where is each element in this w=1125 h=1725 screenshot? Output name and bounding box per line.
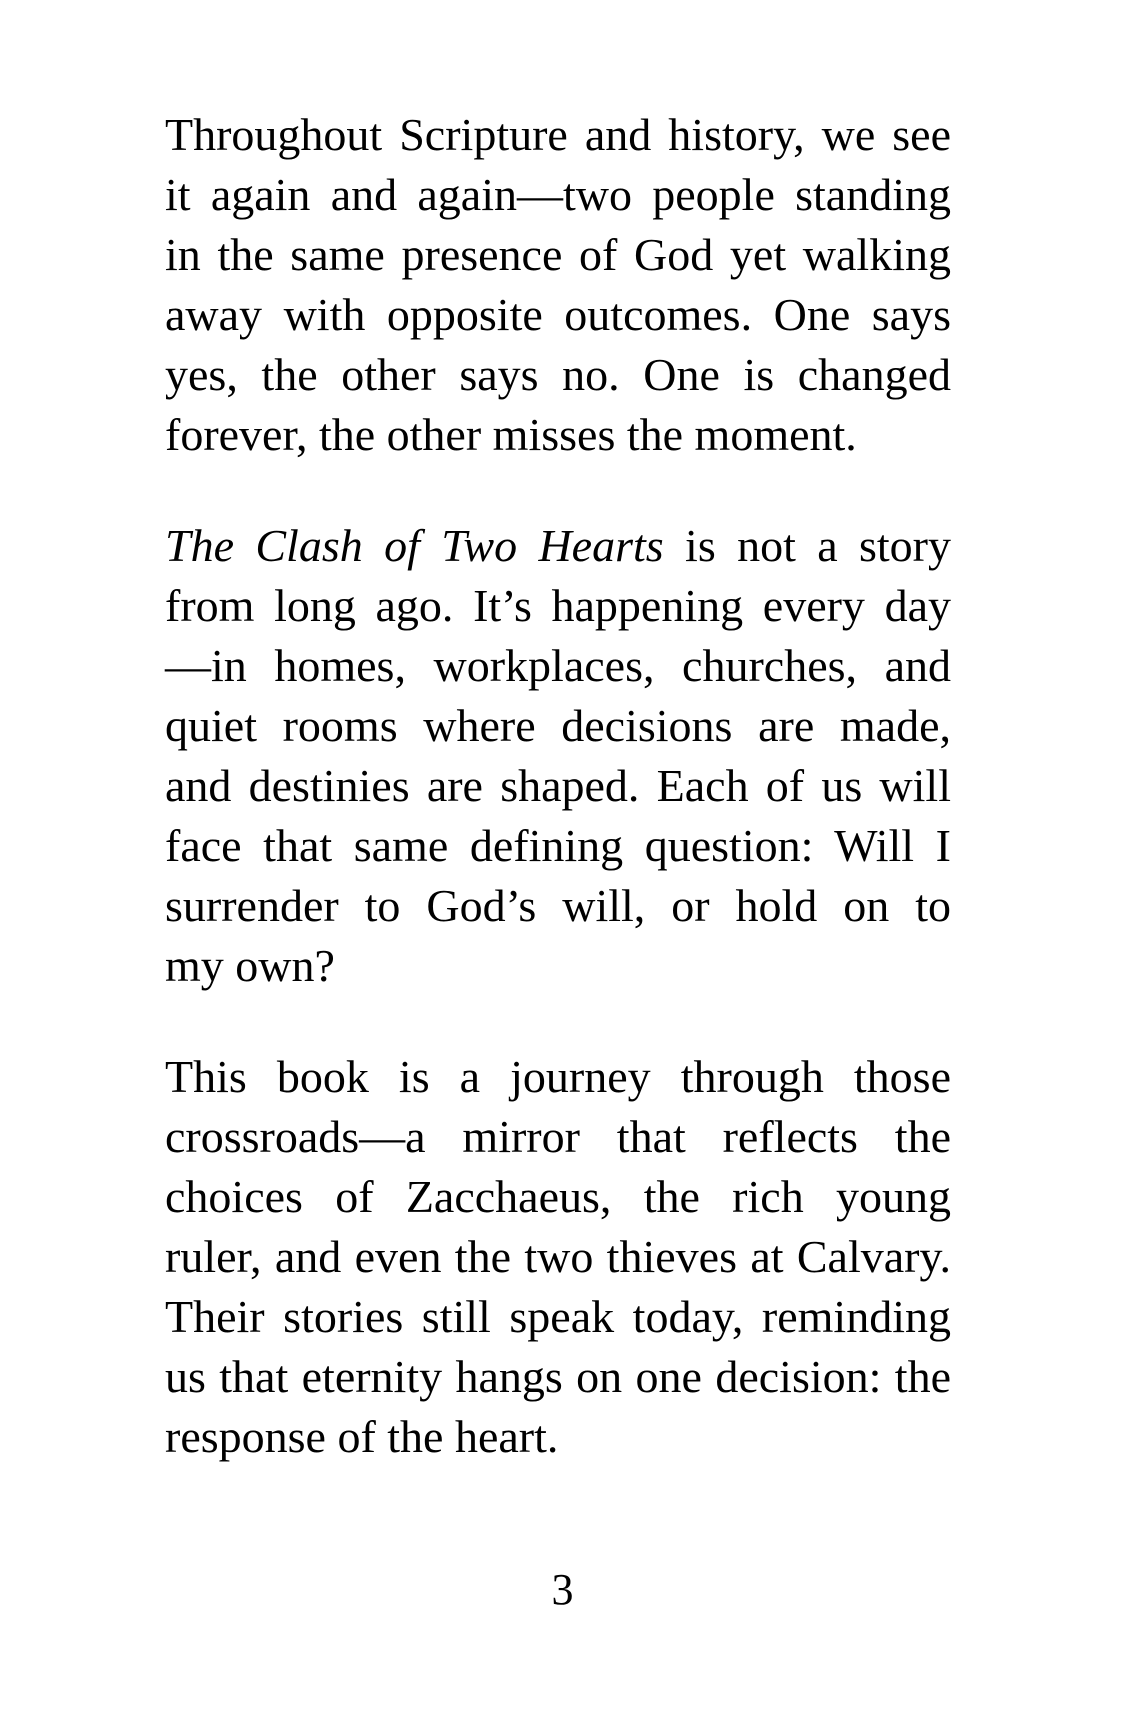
paragraph	[165, 1047, 951, 1467]
text-segment: response of the heart.	[165, 1411, 559, 1462]
text-line	[165, 1407, 951, 1467]
text-line	[165, 1047, 951, 1107]
text-segment: it again and again—two people standing	[165, 169, 951, 220]
text-line	[165, 1347, 951, 1407]
paragraph	[165, 516, 951, 996]
text-line	[165, 636, 951, 696]
text-line	[165, 816, 951, 876]
text-line	[165, 516, 951, 576]
text-segment: away with opposite outcomes. One says	[165, 289, 951, 340]
text-line	[165, 405, 951, 465]
text-segment: crossroads—a mirror that reflects the	[165, 1111, 951, 1162]
text-segment: is not a story	[663, 520, 951, 571]
text-segment: —in homes, workplaces, churches, and	[165, 640, 951, 691]
text-line	[165, 285, 951, 345]
text-segment: ruler, and even the two thieves at Calvary.	[165, 1231, 951, 1282]
text-segment: in the same presence of God yet walking	[165, 229, 951, 280]
text-line	[165, 936, 951, 996]
text-line	[165, 576, 951, 636]
text-segment: face that same defining question: Will I	[165, 820, 951, 871]
text-segment: yes, the other says no. One is changed	[165, 349, 951, 400]
text-line	[165, 1167, 951, 1227]
text-line	[165, 696, 951, 756]
text-line	[165, 1227, 951, 1287]
italic-book-title-text: The Clash of Two Hearts	[165, 520, 664, 571]
text-line	[165, 1107, 951, 1167]
text-line	[165, 165, 951, 225]
text-segment: forever, the other misses the moment.	[165, 409, 857, 460]
text-segment: choices of Zacchaeus, the rich young	[165, 1171, 951, 1222]
text-segment: quiet rooms where decisions are made,	[165, 700, 951, 751]
text-line	[165, 105, 951, 165]
text-line	[165, 225, 951, 285]
paragraph	[165, 105, 951, 465]
text-block	[165, 105, 951, 1467]
text-segment: and destinies are shaped. Each of us will	[165, 760, 951, 811]
text-segment: us that eternity hangs on one decision: the	[165, 1351, 951, 1402]
text-segment: This book is a journey through those	[165, 1051, 951, 1102]
text-segment: Their stories still speak today, reminding	[165, 1291, 951, 1342]
text-line	[165, 345, 951, 405]
text-segment: from long ago. It’s happening every day	[165, 580, 951, 631]
text-line	[165, 756, 951, 816]
page-number: 3	[551, 1565, 574, 1614]
text-segment: Throughout Scripture and history, we see	[165, 109, 951, 160]
text-segment: my own?	[165, 940, 335, 991]
text-segment: surrender to God’s will, or hold on to	[165, 880, 951, 931]
text-line	[165, 876, 951, 936]
text-line	[165, 1287, 951, 1347]
